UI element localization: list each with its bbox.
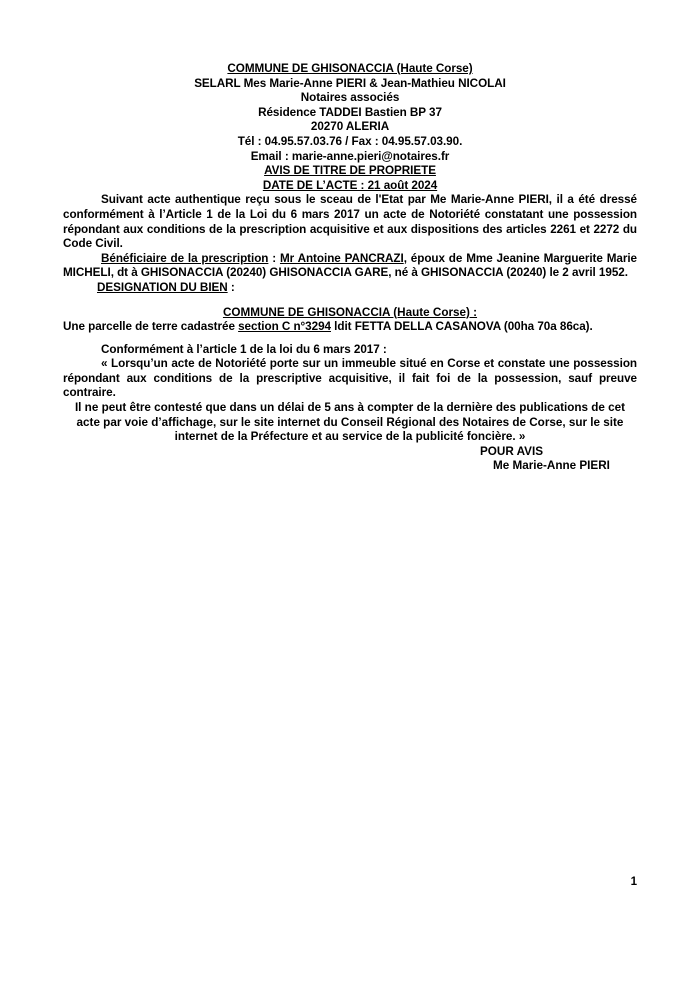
notice-title-text: AVIS DE TITRE DE PROPRIETE — [264, 164, 436, 178]
document-content — [63, 62, 637, 474]
letterhead-commune-text: COMMUNE DE GHISONACCIA (Haute Corse) — [227, 62, 473, 75]
designation-separator: : — [227, 280, 235, 294]
spacer-before-commune — [63, 296, 637, 306]
parcel-prefix: Une parcelle de terre cadastrée — [63, 320, 239, 334]
paragraph-quote: « Lorsqu’un acte de Notoriété porte sur un immeuble situé en Corse et constate une possession répondant aux conditions de la prescriptive acquisitive, il fait foi de la possession, sauf preuve contraire. — [63, 357, 637, 400]
paragraph-law-intro: Conformément à l’article 1 de la loi du 6 mars 2017 : — [101, 342, 387, 356]
paragraph-beneficiary — [63, 252, 637, 281]
signature-pour-avis: POUR AVIS — [480, 444, 543, 458]
notice-title-line — [63, 164, 637, 179]
notice-title-block — [63, 164, 637, 193]
designation-commune-text: COMMUNE DE GHISONACCIA (Haute Corse) : — [222, 305, 478, 319]
beneficiary-separator: : — [268, 251, 280, 265]
paragraph-authentic-act: Suivant acte authentique reçu sous le sceau de l'Etat par Me Marie-Anne PIERI, il a été dressé conformément à l’Article 1 de la Loi du 6 mars 2017 un acte de Notoriété constatant une possession répondant aux conditions de la prescription acquisitive et aux dispositions des articles 2261 et 2272 du Code Civil. — [63, 193, 637, 251]
signature-notary-name: Me Marie-Anne PIERI — [493, 459, 610, 473]
paragraph-contest: Il ne peut être contesté que dans un délai de 5 ans à compter de la dernière des publications de cet acte par voie d’affichage, sur le site internet du Conseil Régional des Notaires de Corse, sur le site internet de la Préfecture et au service de la publicité foncière. » — [74, 401, 626, 444]
signature-block — [63, 445, 637, 474]
letterhead-firm-line: SELARL Mes Marie-Anne PIERI & Jean-Mathieu NICOLAI — [194, 76, 506, 90]
parcel-reference: section C n°3294 — [238, 320, 331, 334]
designation-label: DESIGNATION DU BIEN — [97, 280, 228, 294]
designation-heading-line — [63, 281, 637, 296]
paragraph-parcel — [63, 320, 637, 335]
page-number: 1 — [630, 876, 637, 888]
letterhead-city-line: 20270 ALERIA — [310, 120, 390, 134]
letterhead — [63, 62, 637, 164]
parcel-suffix: ldit FETTA DELLA CASANOVA (00ha 70a 86ca). — [330, 320, 593, 334]
letterhead-role-line: Notaires associés — [300, 91, 400, 105]
beneficiary-details: , époux de Mme Jeanine Marguerite Marie MICHELI, dt à GHISONACCIA (20240) GHISONACCIA GARE, né à GHISONACCIA (20240) le 2 avril 1952. — [63, 251, 637, 280]
letterhead-phone-line: Tél : 04.95.57.03.76 / Fax : 04.95.57.03.90. — [237, 134, 463, 148]
beneficiary-label: Bénéficiaire de la prescription — [101, 251, 269, 265]
letterhead-address-line: Résidence TADDEI Bastien BP 37 — [258, 105, 442, 119]
beneficiary-name: Mr Antoine PANCRAZI — [279, 251, 404, 265]
spacer-before-law — [63, 335, 637, 343]
designation-commune-line — [63, 306, 637, 321]
act-date-line — [63, 179, 637, 194]
letterhead-commune-line — [63, 62, 637, 77]
act-date-text: DATE DE L’ACTE : 21 août 2024 — [262, 178, 438, 192]
letterhead-email-line: Email : marie-anne.pieri@notaires.fr — [250, 149, 450, 163]
